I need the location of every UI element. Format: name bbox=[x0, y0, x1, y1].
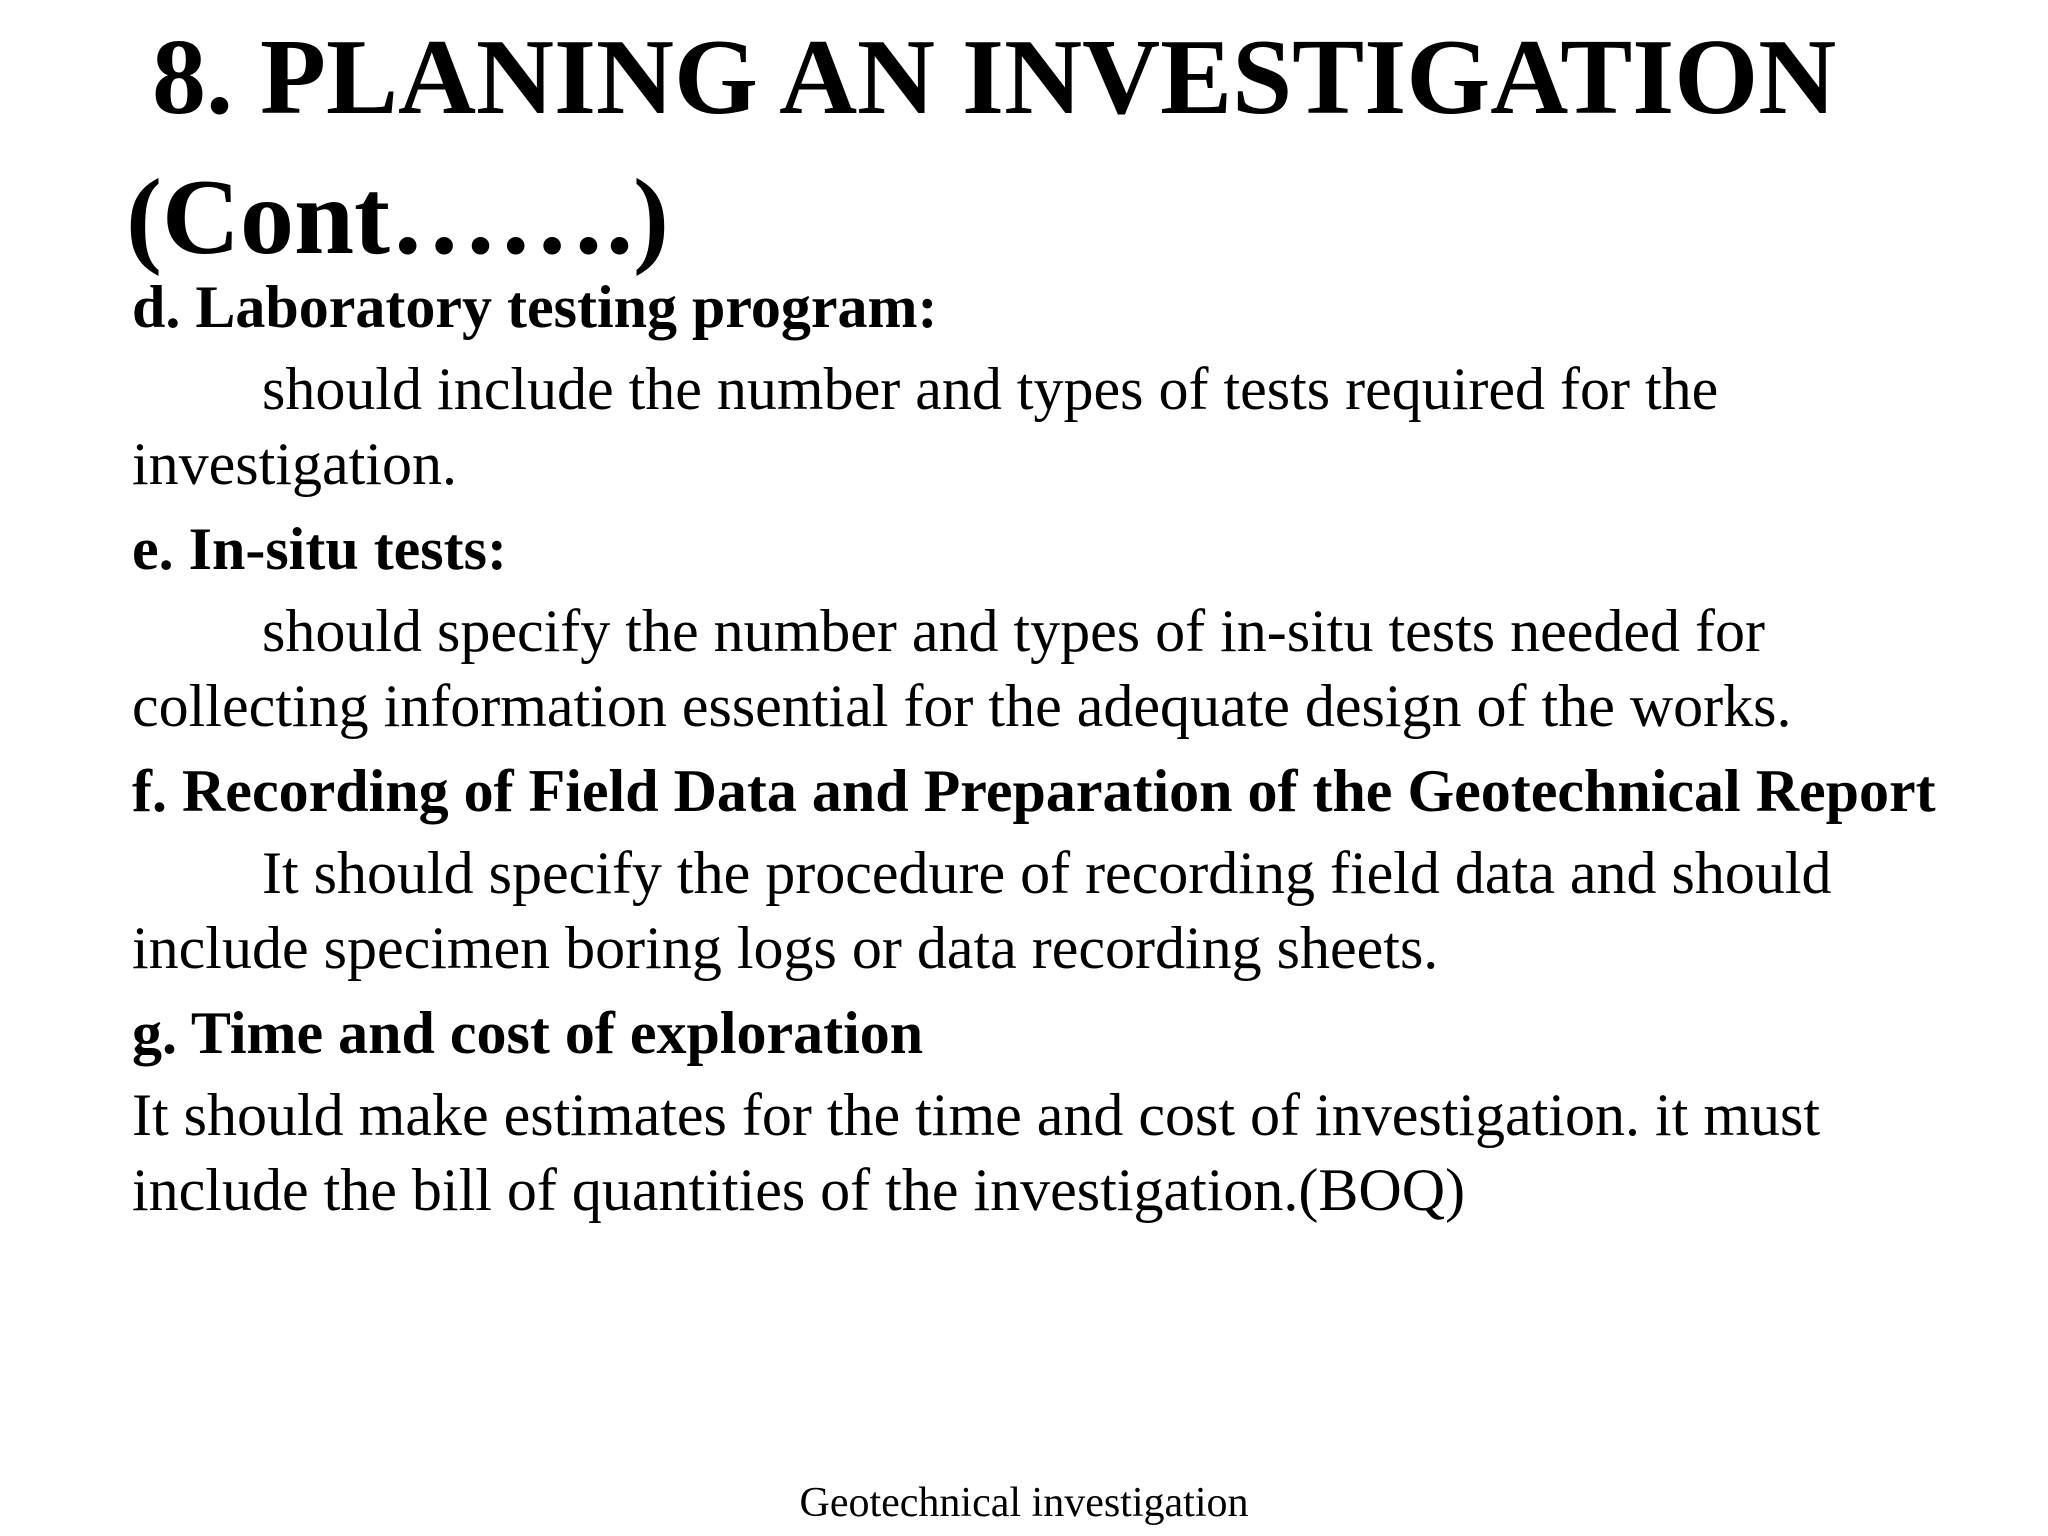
section-body: should specify the number and types of in-situ tests needed for collecting information essential for the adequate design of the works. bbox=[132, 598, 1792, 739]
section-recording-field-data bbox=[132, 752, 1992, 986]
section-body: should include the number and types of tests required for the investigation. bbox=[132, 356, 1719, 497]
section-time-and-cost bbox=[132, 994, 1992, 1228]
section-heading: d. Laboratory testing program: bbox=[132, 274, 938, 340]
section-body: It should specify the procedure of recording field data and should include specimen boring logs or data recording sheets. bbox=[132, 840, 1832, 981]
section-body: It should make estimates for the time and cost of investigation. it must include the bill of quantities of the investigation.(BOQ) bbox=[132, 1082, 1821, 1223]
section-heading: g. Time and cost of exploration bbox=[132, 1000, 924, 1066]
slide-footer: Geotechnical investigation bbox=[799, 1480, 1249, 1526]
section-heading: e. In-situ tests: bbox=[132, 516, 507, 582]
section-in-situ-tests bbox=[132, 510, 1992, 744]
slide-title-line-2: (Cont…….) bbox=[126, 158, 669, 277]
slide-content bbox=[132, 268, 1992, 1228]
section-heading: f. Recording of Field Data and Preparation of the Geotechnical Report bbox=[132, 758, 1936, 824]
slide-title-line-1: 8. PLANING AN INVESTIGATION bbox=[152, 18, 1837, 137]
section-laboratory-testing bbox=[132, 268, 1992, 502]
